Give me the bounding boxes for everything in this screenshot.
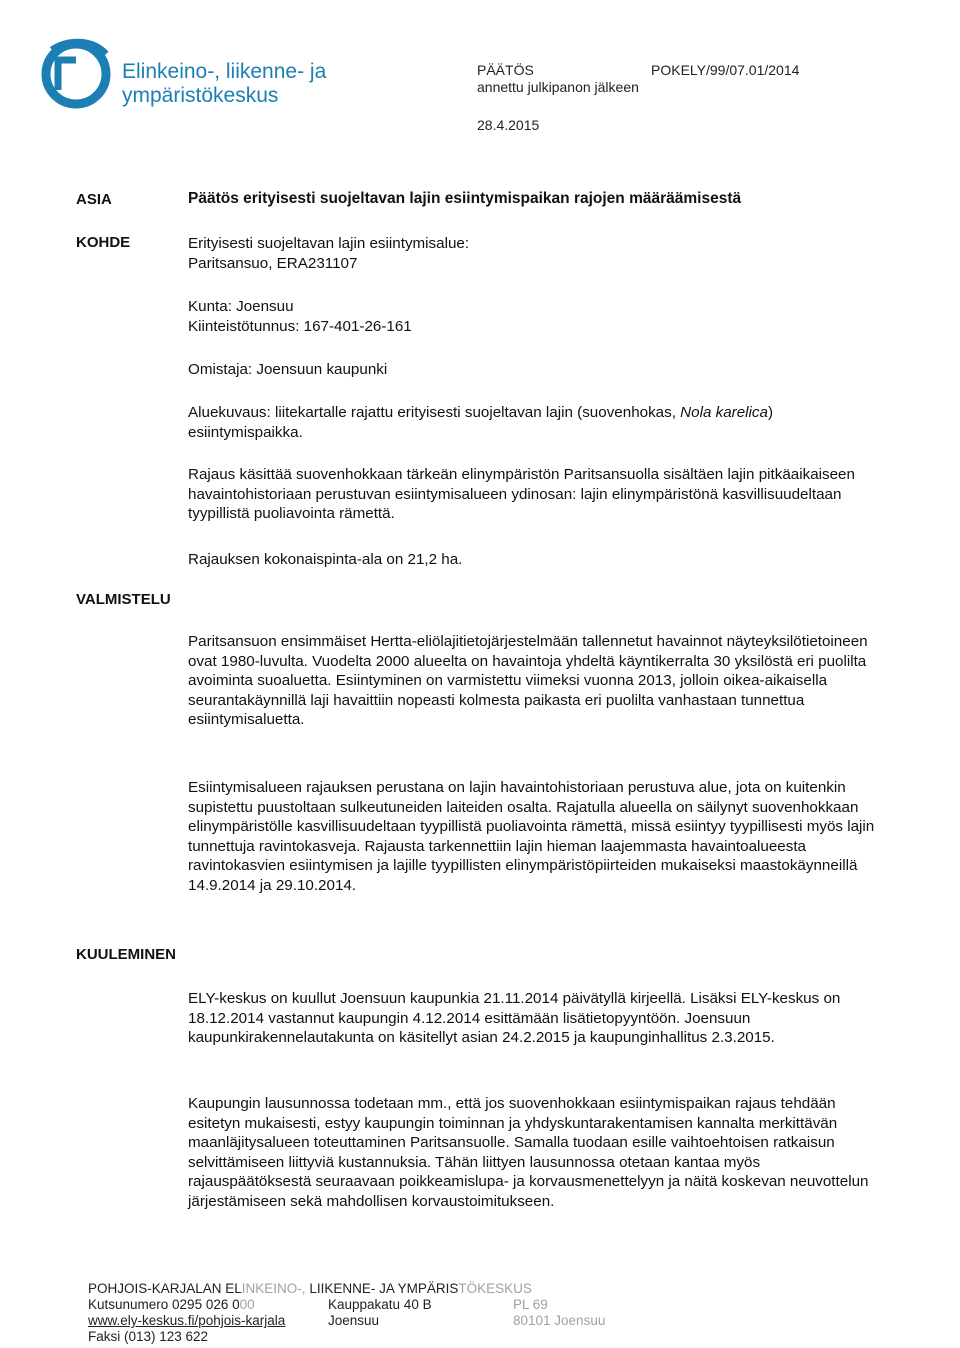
kuuleminen-paragraph-1: ELY-keskus on kuullut Joensuun kaupunkia 21.11.2014 päivätyllä kirjeellä. Lisäksi ELY-keskus on 18.12.2014 vastannut kaupungin 4.12.2014 esittämään lisätietopyyntöön. Joensuun kaupunkirakennelautakunta on käsitellyt asian 24.2.2015 ja kaupunginhallitus 2.3.2015. xyxy=(188,990,841,1046)
kohde-kunta-block xyxy=(188,297,888,336)
aluekuvaus-italic2: karelica xyxy=(715,404,768,421)
valmistelu-paragraph-1: Paritsansuon ensimmäiset Hertta-eliölajitietojärjestelmään tallennetut havainnot näyteyksilötietoineen ovat 1980-luvulta. Vuodelta 2000 alueelta on havaintoja yhdeltä käyntikerralta 30 yksilöstä eri puolilta avoiminta suoaluetta. Esiintyminen on varmistettu viimeksi vuonna 2013, jolloin oikea-aikaisella seurantakäynnillä laji havaittiin nopeasti kolmesta paikasta eri puolilta vanhastaan tunnettua esiintymisaluetta. xyxy=(188,633,868,728)
footer-phone-dark: Kutsunumero 0295 026 0 xyxy=(88,1297,240,1312)
footer-phone xyxy=(88,1297,328,1313)
kohde-line1: Erityisesti suojeltavan lajin esiintymisalue: xyxy=(188,235,470,252)
footer-website-link[interactable]: www.ely-keskus.fi/pohjois-karjala xyxy=(88,1313,286,1328)
kohde-aluekuvaus xyxy=(188,403,828,442)
kohde-kiinteisto: Kiinteistötunnus: 167-401-26-161 xyxy=(188,317,412,335)
footer-row-2 xyxy=(88,1313,605,1329)
footer-org xyxy=(88,1281,605,1297)
aluekuvaus-post: ) esiintymispaikka. xyxy=(188,404,774,441)
decision-date: 28.4.2015 xyxy=(477,117,540,133)
label-asia: ASIA xyxy=(76,191,112,208)
kohde-line2: Paritsansuo, ERA231107 xyxy=(188,254,358,272)
kuuleminen-paragraph-2: Kaupungin lausunnossa todetaan mm., että jos suovenhokkaan esiintymispaikan rajaus tehdään esitetyn mukaisesti, estyy kaupungin toiminnan ja yhdyskuntarakentamisen kannalta merkittävän maanläjitysalueen toteuttaminen Paritsansuolle. Samalla tuodaan esille vaihtoehtoisen ratkaisun selvittämiseen liittyviä kustannuksia. Tähän liittyen lausunnossa otetaan kantaa myös rajauspäätöksestä seuraavaan poikkeamislupa- ja korvausmenettelyyn ja näitä koskevan neuvottelun järjestämiseen sekä mahdollisen korvaustoimitukseen. xyxy=(188,1095,869,1210)
kohde-omistaja: Omistaja: Joensuun kaupunki xyxy=(188,361,388,378)
kohde-rajaus: Rajaus käsittää suovenhokkaan tärkeän elinympäristön Paritsansuolla sisältäen lajin pitkäaikaiseen havaintohistoriaan perustuvan esiintymisalueen ydinosan: lajin elinympäristönä kasvillisuudeltaan tyypillistä puoliavointa rämettä. xyxy=(188,466,855,522)
ely-logo-icon xyxy=(36,30,114,110)
footer-city: Joensuu xyxy=(328,1313,380,1328)
org-name-line1: Elinkeino-, liikenne- ja xyxy=(122,60,327,83)
kohde-pinta-ala: Rajauksen kokonaispinta-ala on 21,2 ha. xyxy=(188,551,463,568)
org-name-line2: ympäristökeskus xyxy=(122,84,279,107)
footer-address: Kauppakatu 40 B xyxy=(328,1297,432,1312)
footer-postal: 80101 Joensuu xyxy=(513,1313,606,1328)
label-kuuleminen: KUULEMINEN xyxy=(76,946,176,963)
kohde-kunta: Kunta: Joensuu xyxy=(188,298,294,315)
footer-fax: Faksi (013) 123 622 xyxy=(88,1329,209,1344)
footer-org-dark2: LIIKENNE- JA YMPÄRIS xyxy=(309,1281,459,1296)
footer xyxy=(88,1281,605,1345)
footer-org-light2: TÖKESKUS xyxy=(458,1281,532,1296)
footer-org-dark: POHJOIS-KARJALAN EL xyxy=(88,1281,242,1296)
valmistelu-paragraph-2: Esiintymisalueen rajauksen perustana on lajin havaintohistoriaan perustuva alue, jota on kuitenkin supistettu puustoltaan sulkeutuneiden laiteiden osalta. Rajatulla alueella on säilynyt suovenhokkaan elinympäristölle kasvillisuudeltaan tyypillistä puoliavointa rämettä, missä esiintyy tyypillisesti myös lajin tunnettuja ravintokasveja. Rajausta tarkennettiin lajin hieman laajemmasta havaintoalueesta ravintokasvien esiintymisen ja lajille tyypillisten elinympäristöpiirteiden mukaiseksi maastokäynneillä 14.9.2014 ja 29.10.2014. xyxy=(188,779,875,894)
aluekuvaus-italic1: Nola xyxy=(680,404,712,421)
footer-po-box: PL 69 xyxy=(513,1297,548,1312)
page-title: Päätös erityisesti suojeltavan lajin esiintymispaikan rajojen määräämisestä xyxy=(188,190,742,207)
aluekuvaus-pre: Aluekuvaus: liitekartalle rajattu erityisesti suojeltavan lajin (suovenhokas, xyxy=(188,404,681,421)
label-kohde: KOHDE xyxy=(76,234,131,251)
reference-number: POKELY/99/07.01/2014 xyxy=(651,62,800,78)
label-valmistelu: VALMISTELU xyxy=(76,591,171,608)
decision-subtitle: annettu julkipanon jälkeen xyxy=(477,79,639,95)
org-name xyxy=(122,60,326,108)
kohde-area xyxy=(188,234,888,273)
footer-phone-light: 00 xyxy=(239,1297,255,1312)
footer-row-1 xyxy=(88,1297,605,1313)
decision-type: PÄÄTÖS xyxy=(477,62,534,78)
footer-org-light: INKEINO-, xyxy=(241,1281,310,1296)
